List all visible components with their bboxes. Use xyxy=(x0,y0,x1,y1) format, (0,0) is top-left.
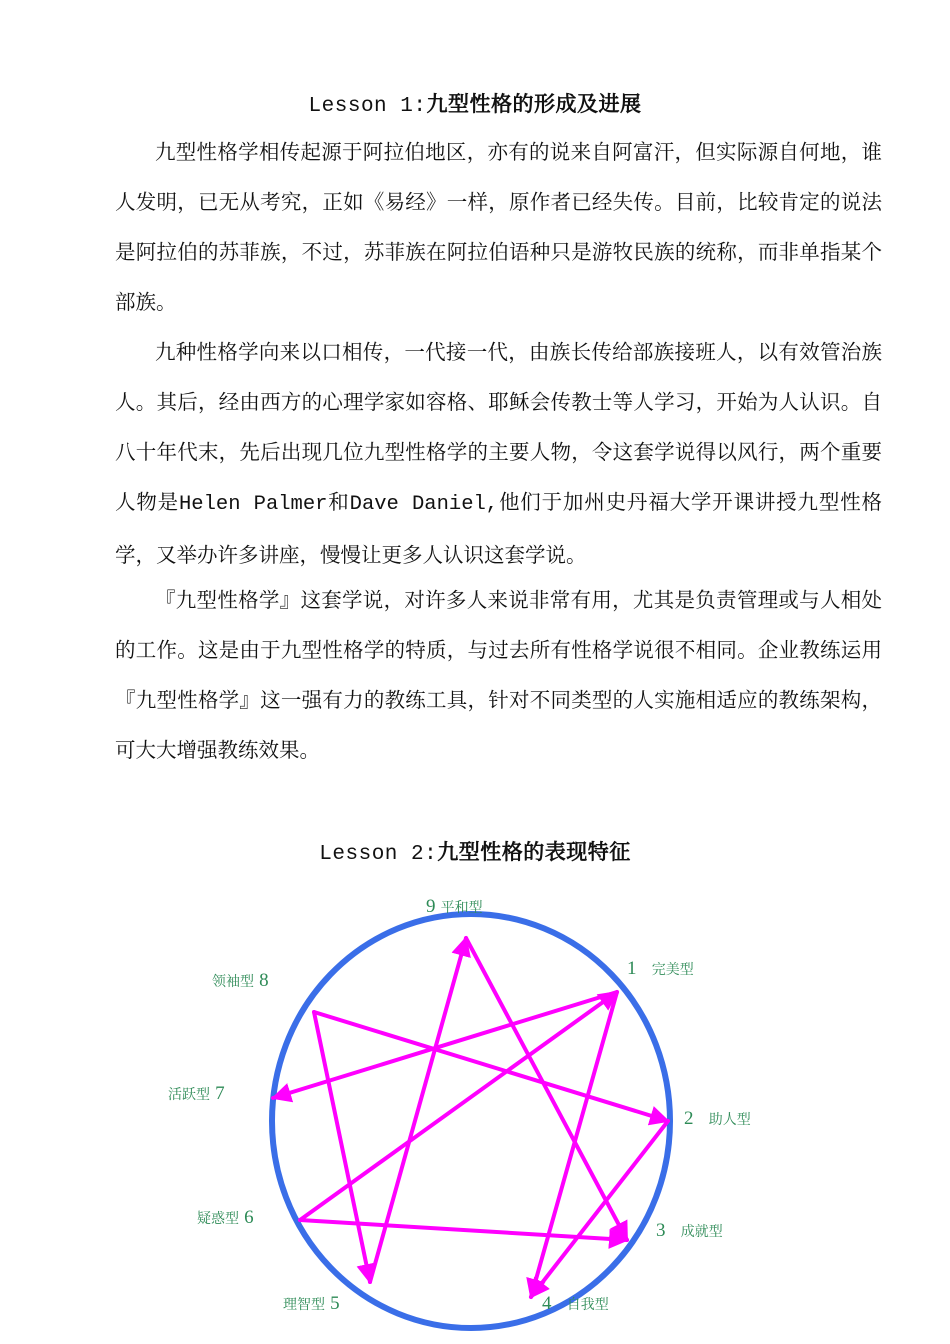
paragraph-2-text-a: 九种性格学向来以口相传，一代接一代，由族长传给部族接班人，以有效管治族人。其后，经由西方的心理学家如容格、耶稣会传教士等人学习，开始为人认识。自八十年代末，先后出现几位九型性格学的主要人物，令这套学说得以风行，两个重要人物是 xyxy=(115,340,882,514)
enneagram-lines xyxy=(273,938,668,1297)
enneagram-line-4-2 xyxy=(531,1121,668,1297)
enneagram-circle xyxy=(272,914,670,1328)
person-name-helen-palmer: Helen Palmer xyxy=(179,493,328,516)
type-5-label xyxy=(283,1293,340,1315)
lesson1-title-cn: 九型性格的形成及进展 xyxy=(426,91,642,116)
type-4-label xyxy=(542,1293,609,1315)
type-4-number: 4 xyxy=(542,1293,552,1314)
type-2-label xyxy=(684,1108,751,1130)
type-7-number: 7 xyxy=(215,1083,225,1104)
lesson1-paragraph-2 xyxy=(115,327,882,580)
type-6-number: 6 xyxy=(244,1207,254,1228)
type-7-label xyxy=(168,1083,225,1105)
paragraph-2-and: 和 xyxy=(327,490,350,514)
type-8-label xyxy=(212,970,269,992)
type-7-name: 活跃型 xyxy=(168,1087,210,1103)
type-1-number: 1 xyxy=(627,958,637,979)
type-9-number: 9 xyxy=(426,896,436,917)
lesson2-title-en: Lesson 2: xyxy=(319,843,438,866)
type-6-label xyxy=(197,1207,254,1229)
enneagram-line-9-3 xyxy=(466,938,627,1240)
enneagram-line-6-1 xyxy=(300,992,617,1220)
lesson2-title-cn: 九型性格的表现特征 xyxy=(437,839,631,864)
type-5-name: 理智型 xyxy=(283,1297,325,1313)
type-8-name: 领袖型 xyxy=(212,974,254,990)
type-1-label xyxy=(627,958,694,980)
type-3-number: 3 xyxy=(656,1220,666,1241)
person-name-dave-daniel: Dave Daniel, xyxy=(349,493,499,516)
type-9-name: 平和型 xyxy=(440,900,483,916)
type-9-label xyxy=(426,896,483,918)
enneagram-line-8-5 xyxy=(314,1012,370,1282)
lesson1-title xyxy=(0,88,950,118)
type-8-number: 8 xyxy=(259,970,269,991)
paragraph-2-text-b: 他们于加州史丹福大学开课讲授九型性格学，又举办许多讲座，慢慢让更多人认识这套学说。 xyxy=(115,490,883,567)
type-6-name: 疑惑型 xyxy=(197,1211,239,1227)
enneagram-line-1-4 xyxy=(531,992,617,1297)
enneagram-diagram xyxy=(0,870,950,1344)
type-4-name: 自我型 xyxy=(566,1297,609,1313)
lesson1-paragraph-3: 『九型性格学』这套学说，对许多人来说非常有用，尤其是负责管理或与人相处的工作。这是由于九型性格学的特质，与过去所有性格学说很不相同。企业教练运用『九型性格学』这一强有力的教练工具，针对不同类型的人实施相适应的教练架构，可大大增强教练效果。 xyxy=(115,588,882,762)
type-2-name: 助人型 xyxy=(708,1112,751,1128)
type-3-name: 成就型 xyxy=(680,1224,723,1240)
type-2-number: 2 xyxy=(684,1108,694,1129)
lesson1-title-en: Lesson 1: xyxy=(308,95,427,118)
type-1-name: 完美型 xyxy=(651,962,694,978)
type-5-number: 5 xyxy=(330,1293,340,1314)
enneagram-line-2-8 xyxy=(314,1012,668,1121)
lesson1-paragraph-1: 九型性格学相传起源于阿拉伯地区，亦有的说来自阿富汗，但实际源自何地，谁人发明，已无从考究，正如《易经》一样，原作者已经失传。目前，比较肯定的说法是阿拉伯的苏菲族，不过，苏菲族在阿拉伯语种只是游牧民族的统称，而非单指某个部族。 xyxy=(115,140,882,314)
type-3-label xyxy=(656,1220,723,1242)
lesson2-title xyxy=(0,836,950,866)
